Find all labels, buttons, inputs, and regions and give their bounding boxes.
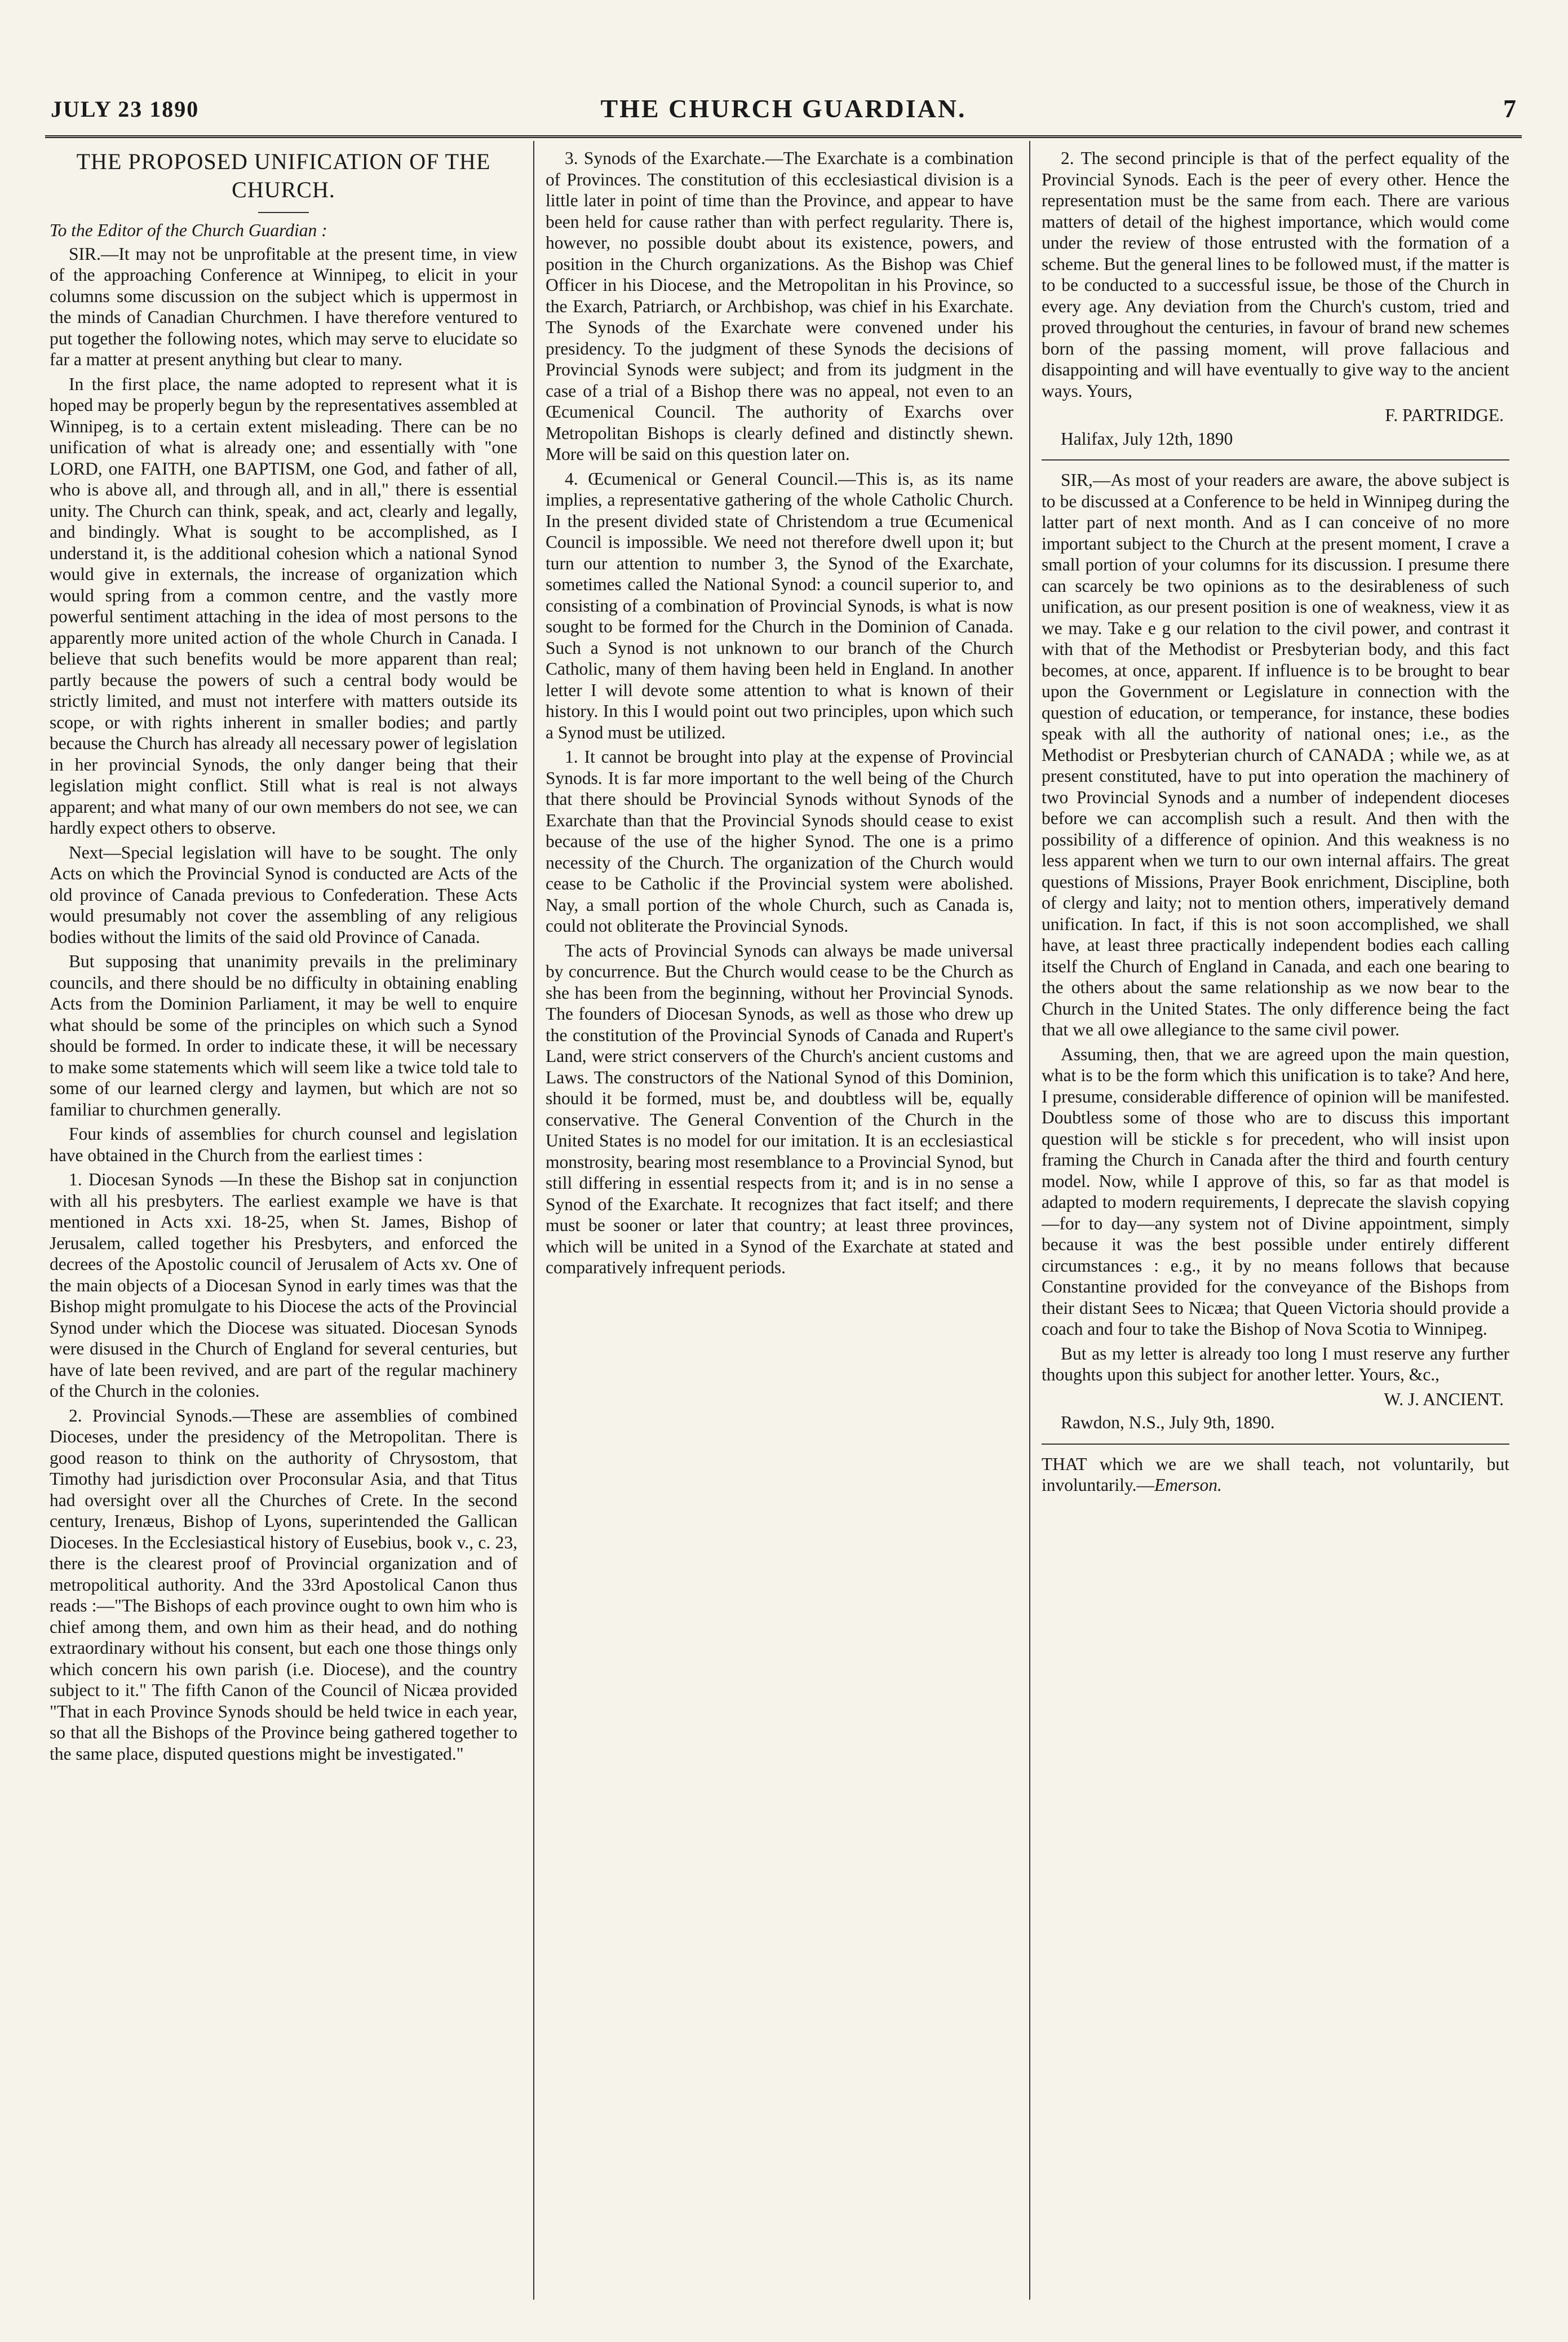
paragraph: 1. It cannot be brought into play at the expense of Provincial Synods. It is far more important to the well being of the Church that there should be Provincial Synods without Synods of the Exarchate than that the Provincial Synods should cease to exist because of the use of the higher Synod. The one is a primo necessity of the Church. The organization of the Church would cease to be Catholic if the Provincial system were abolished. Nay, a small portion of the whole Church, such as Canada is, could not obliterate the Provincial Synods. bbox=[546, 747, 1013, 936]
letter-separator bbox=[1042, 459, 1509, 461]
quote-lead: THAT bbox=[1042, 1454, 1087, 1474]
paragraph: 1. Diocesan Synods —In these the Bishop sat in conjunction with all his presbyters. The earliest example we have is that mentioned in Acts xxi. 18-25, when St. James, Bishop of Jerusalem, called together his Presbyters, and enforced the decrees of the Apostolic council of Jerusalem of Acts xv. One of the main objects of a Diocesan Synod in early times was that the Bishop might promulgate to his Diocese the acts of the Provincial Synod under which the Diocese was situated. Diocesan Synods were disused in the Church of England for several centuries, but have of late been revived, and are part of the regular machinery of the Church in the colonies. bbox=[50, 1170, 517, 1401]
column-divider bbox=[1029, 141, 1030, 2300]
paragraph: But supposing that unanimity prevails in the preliminary councils, and there should be no difficulty in obtaining enabling Acts from the Dominion Parliament, it may be well to enquire what should be some of the principles on which such a Synod should be formed. In order to indicate these, it will be necessary to make some statements which will seem like a twice told tale to some of our learned clergy and laymen, but which are not so familiar to churchmen generally. bbox=[50, 951, 517, 1119]
column-2 bbox=[546, 148, 1013, 2301]
paragraph: 2. Provincial Synods.—These are assemblies of combined Dioceses, under the presidency of the Metropolitan. There is good reason to think on the authority of Chrysostom, that Timothy had jurisdiction over Proconsular Asia, and that Titus had oversight over all the Churches of Crete. In the second century, Irenæus, Bishop of Lyons, superintended the Gallican Dioceses. In the Ecclesiastical history of Eusebius, book v., c. 23, there is the clearest proof of Provincial organization and of metropolitical authority. And the 33rd Apostolical Canon thus reads :—"The Bishops of each province ought to own him who is chief among them, and own him as their head, and do nothing extraordinary without his consent, but each one those things only which concern his own parish (i.e. Diocese), and the country subject to it." The fifth Canon of the Council of Nicæa provided "That in each Province Synods should be held twice in each year, so that all the Bishops of the Province being gathered together to the same place, disputed questions might be investigated." bbox=[50, 1405, 517, 1764]
place-date: Rawdon, N.S., July 9th, 1890. bbox=[1061, 1413, 1275, 1432]
column-3 bbox=[1042, 148, 1509, 2301]
headline-rule bbox=[258, 212, 309, 213]
paragraph: In the first place, the name adopted to represent what it is hoped may be properly begun by the representatives assembled at Winnipeg, is to a certain extent misleading. There can be no unification of what is already one; and essentially with "one LORD, one FAITH, one BAPTISM, one God, and father of all, who is above all, and through all, and in all," there is essential unity. The Church can think, speak, and act, clearly and legally, and bindingly. What is sought to be accomplished, as I understand it, is the additional cohesion which a national Synod would give in externals, the increase of organization which would spring from a common centre, and the vastly more powerful sentiment attaching in the idea of most persons to the apparently more united action of the whole Church in Canada. I believe that such benefits would be more apparent than real; partly because the powers of such a central body would be strictly limited, and must not interfere with matters outside its scope, or with rights inherent in smaller bodies; and partly because the Church has already all necessary power of legislation in her provincial Synods, the only danger being that their legislation might conflict. Still what is real is not always apparent; and what many of our own members do not see, we can hardly expect others to observe. bbox=[50, 374, 517, 838]
page-number: 7 bbox=[1503, 94, 1516, 123]
paragraph: Four kinds of assemblies for church counsel and legislation have obtained in the Church from the earliest times : bbox=[50, 1124, 517, 1165]
paragraph: Assuming, then, that we are agreed upon the main question, what is to be the form which this unification is to take? And here, I presume, considerable difference of opinion will be manifested. Doubtless some of those who are to discuss this important question will be stickle s for precedent, who will insist upon framing the Church in Canada after the third and fourth century model. Now, while I approve of this, so far as that model is adapted to modern requirements, I deprecate the slavish copying—for to day—any system not of Divine appointment, simply because it was the best possible under entirely different circumstances : e.g., it by no means follows that because Constantine provided for the conveyance of the Bishops from their distant Sees to Nicæa; that Queen Victoria should provide a coach and four to take the Bishop of Nova Scotia to Winnipeg. bbox=[1042, 1044, 1509, 1339]
newspaper-title: THE CHURCH GUARDIAN. bbox=[600, 94, 967, 123]
paragraph: 2. The second principle is that of the perfect equality of the Provincial Synods. Each is the peer of every other. Hence the representation must be the same from each. There are various matters of detail of the highest importance, which would come under the review of those entrusted with the formation of a scheme. But the general lines to be followed must, if the matter is to be conducted to a successful issue, be those of the Church in every age. Any deviation from the Church's custom, tried and proved throughout the centuries, in favour of brand new schemes born of the passing moment, will prove fallacious and disappointing and will have eventually to give way to the ancient ways. Yours, bbox=[1042, 148, 1509, 401]
article-headline: THE PROPOSED UNIFICATION OF THE CHURCH. bbox=[76, 149, 491, 202]
column-divider bbox=[533, 141, 534, 2300]
signature: F. PARTRIDGE. bbox=[1385, 405, 1504, 425]
paragraph: The acts of Provincial Synods can always be made universal by concurrence. But the Church would cease to be the Church as she has been from the beginning, without her Provincial Synods. The founders of Diocesan Synods, as well as those who drew up the constitution of the Provincial Synods of Canada and Rupert's Land, were strict conservers of the Church's ancient customs and Laws. The constructors of the National Synod of this Dominion, should it be formed, must be, and doubtless will be, equally conservative. The General Convention of the Church in the United States is no model for our imitation. It is an ecclesiastical monstrosity, bearing most resemblance to a Provincial Synod, but still differing in essential respects from it; and is in no sense a Synod of the Exarchate. It recognizes that fact itself; and there must be sooner or later that country; at least three provinces, which will be united in a Synod of the Exarchate at stated and comparatively infrequent periods. bbox=[546, 940, 1013, 1277]
paragraph: 4. Œcumenical or General Council.—This is, as its name implies, a representative gathering of the whole Catholic Church. In the present divided state of Christendom a true Œcumenical Council is impossible. We need not therefore dwell upon it; but turn our attention to number 3, the Synod of the Exarchate, sometimes called the National Synod: a council superior to, and consisting of a combination of Provincial Synods, is what is now sought to be formed for the Church in the Dominion of Canada. Such a Synod is not unknown to our branch of the Church Catholic, many of them having been held in England. In another letter I will devote some attention to what is known of their history. In this I would point out two principles, upon which such a Synod must be utilized. bbox=[546, 468, 1013, 742]
quote bbox=[1042, 1454, 1509, 1496]
quote-text: which we are we shall teach, not voluntarily, but involuntarily.— bbox=[1042, 1454, 1509, 1495]
issue-date: JULY 23 1890 bbox=[51, 96, 200, 122]
column-1 bbox=[50, 148, 517, 2301]
masthead bbox=[51, 85, 1516, 135]
paragraph: SIR.—It may not be unprofitable at the present time, in view of the approaching Conference at Winnipeg, to elicit in your columns some discussion on the subject which is uppermost in the minds of Canadian Churchmen. I have therefore ventured to put together the following notes, which may serve to elucidate so far a matter at present anything but clear to many. bbox=[50, 244, 517, 369]
quote-attribution: Emerson. bbox=[1154, 1475, 1222, 1495]
place-date: Halifax, July 12th, 1890 bbox=[1061, 428, 1233, 449]
paragraph: But as my letter is already too long I must reserve any further thoughts upon this subject for another letter. Yours, &c., bbox=[1042, 1343, 1509, 1384]
quote-separator bbox=[1042, 1444, 1509, 1445]
paragraph: Next—Special legislation will have to be sought. The only Acts on which the Provincial Synod is conducted are Acts of the old province of Canada previous to Confederation. These Acts would presumably not cover the assembling of any religious bodies without the limits of the said old Province of Canada. bbox=[50, 842, 517, 947]
paragraph: SIR,—As most of your readers are aware, the above subject is to be discussed at a Conference to be held in Winnipeg during the latter part of next month. And as I can conceive of no more important subject to the Church at the present moment, I crave a small portion of your columns for its discussion. I presume there can scarcely be two opinions as to the desirableness of such unification, as our present position is one of weakness, view it as we may. Take e g our relation to the civil power, and contrast it with that of the Methodist or Presbyterian body, and this fact becomes, at once, apparent. If influence is to be brought to bear upon the Government or Legislature in connection with the question of education, or temperance, for instance, these bodies speak with all the authority of national ones; i.e., as the Methodist or Presbyterian church of CANADA ; while we, as at present constituted, have to put into operation the machinery of two Provincial Synods and a number of independent dioceses before we can accomplish such a result. And then with the possibility of a difference of opinion. And this weakness is no less apparent when we turn to our own internal affairs. The great questions of Missions, Prayer Book enrichment, Discipline, both of clergy and laity; not to mention others, imperatively demand unification. In fact, if this is not soon accomplished, we shall have, at least three practically independent bodies each calling itself the Church of England in Canada, and each one bearing to the others about the same relationship as we now bear to the Church in the United States. The only difference being the fact that we all owe allegiance to the same civil power. bbox=[1042, 470, 1509, 1039]
paragraph: 3. Synods of the Exarchate.—The Exarchate is a combination of Provinces. The constitution of this ecclesiastical division is a little later in point of time than the Province, and appear to have been held for cause rather than with perfect regularity. There is, however, no possible doubt about its existence, powers, and position in the Church organizations. As the Bishop was Chief Officer in his Diocese, and the Metropolitan in his Province, so the Exarch, Patriarch, or Archbishop, was chief in his Exarchate. The Synods of the Exarchate were convened under his presidency. To the judgment of these Synods the decisions of Provincial Synods were subject; and from its judgment in the case of a trial of a Bishop there was no appeal, not even to an Œcumenical Council. The authority of Exarchs over Metropolitan Bishops is clearly defined and distinctly shewn. More will be said on this question later on. bbox=[546, 148, 1013, 464]
signature: W. J. ANCIENT. bbox=[1384, 1389, 1504, 1409]
salutation: To the Editor of the Church Guardian : bbox=[50, 220, 327, 240]
masthead-rule bbox=[45, 135, 1522, 138]
